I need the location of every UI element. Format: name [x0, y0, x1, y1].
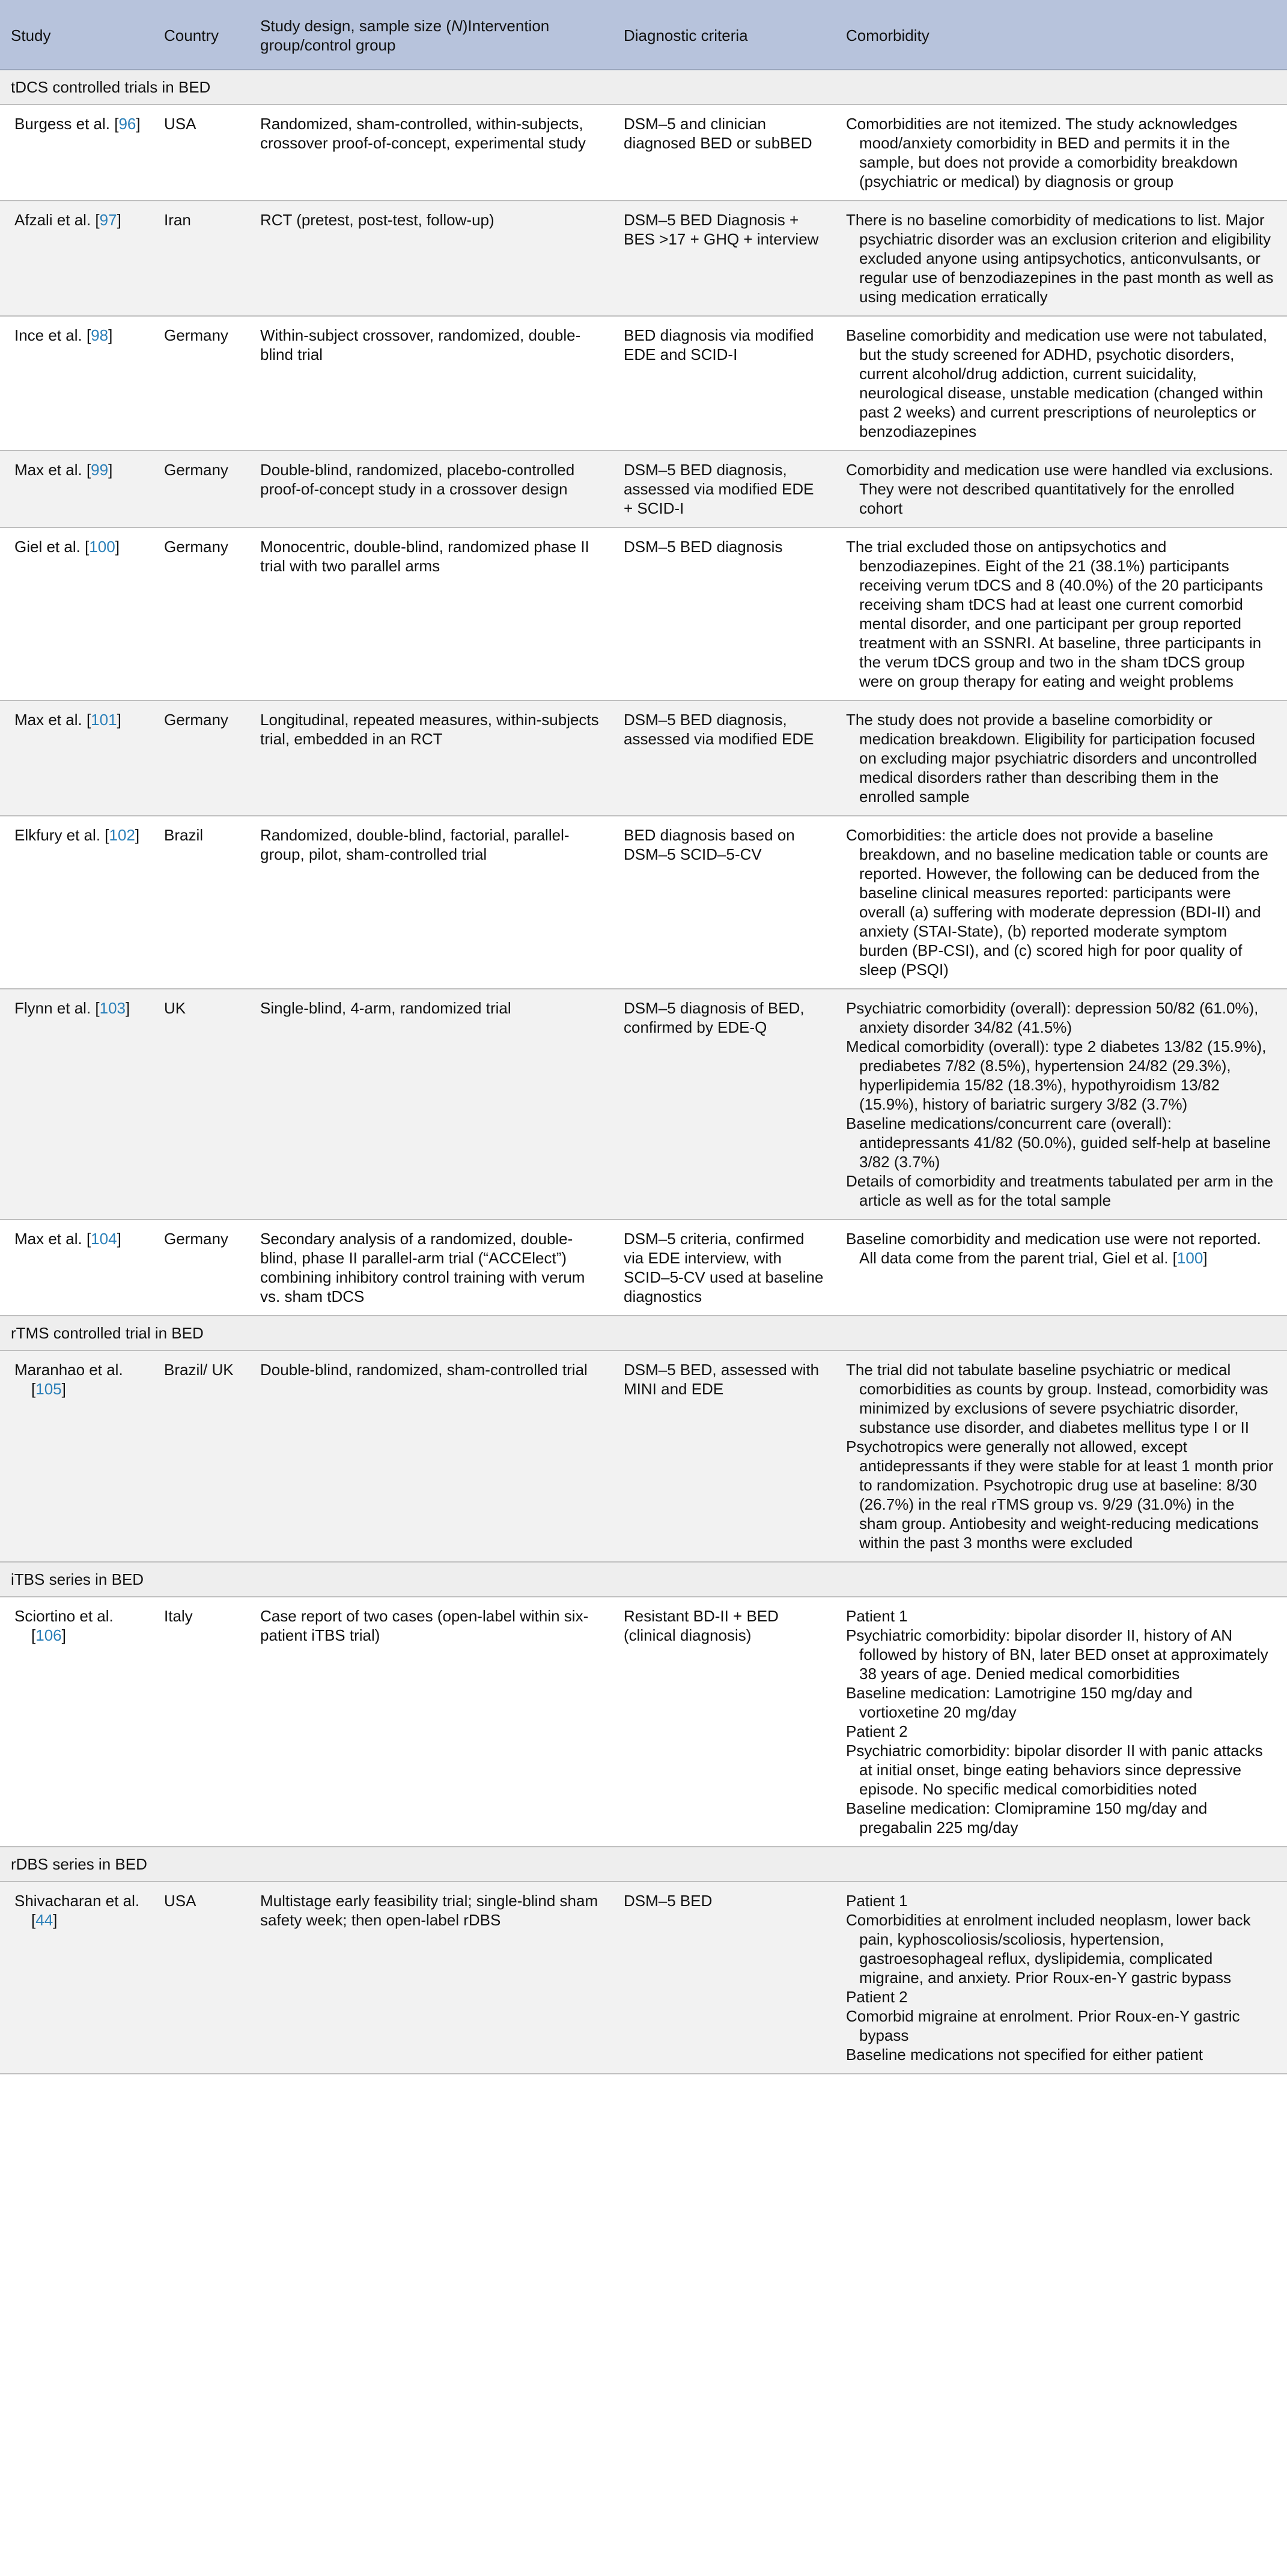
comorbidity-paragraph: Baseline medications/concurrent care (overall): antidepressants 41/82 (50.0%), guided self-help at baseline 3/82 (3.7%): [846, 1114, 1271, 1171]
cell-design: Multistage early feasibility trial; single-blind sham safety week; then open-label rDBS: [249, 1882, 613, 2074]
cell-design: Randomized, double-blind, factorial, parallel-group, pilot, sham-controlled trial: [249, 816, 613, 989]
cell-criteria: BED diagnosis based on DSM–5 SCID–5-CV: [613, 816, 835, 989]
cell-country: Brazil: [153, 816, 249, 989]
study-name: Flynn et al.: [14, 999, 96, 1017]
cell-design: Randomized, sham-controlled, within-subjects, crossover proof-of-concept, experimental study: [249, 105, 613, 201]
cell-criteria: DSM–5 BED diagnosis: [613, 527, 835, 700]
cell-study: Afzali et al. [97]: [0, 201, 153, 316]
cell-design: Within-subject crossover, randomized, double-blind trial: [249, 316, 613, 451]
reference-link[interactable]: 99: [91, 461, 109, 479]
study-name: Max et al.: [14, 1230, 87, 1248]
cell-country: Germany: [153, 527, 249, 700]
reference-link[interactable]: 104: [91, 1230, 117, 1248]
reference-link[interactable]: 97: [99, 211, 117, 229]
section-row: [0, 1847, 1287, 1882]
cell-study: Max et al. [99]: [0, 451, 153, 527]
table-row: [0, 527, 1287, 700]
comorbidity-paragraph: Patient 1: [846, 1892, 908, 1910]
cell-comorbidity: [835, 700, 1287, 816]
table-row: [0, 1882, 1287, 2074]
table-body: [0, 70, 1287, 2074]
cell-comorbidity: [835, 1350, 1287, 1562]
comorbidity-paragraph: The trial excluded those on antipsychotics and benzodiazepines. Eight of the 21 (38.1%) participants receiving verum tDCS and 8 (40.0%) of the 20 participants receiving sham tDCS had at least one current comorbid mental disorder, and one participant per group reported treatment with an SSNRI. At baseline, three participants in the verum tDCS group and two in the sham tDCS group were on group therapy for eating and weight problems: [846, 538, 1264, 690]
cell-country: USA: [153, 1882, 249, 2074]
cell-comorbidity: [835, 1882, 1287, 2074]
table-row: [0, 451, 1287, 527]
header-design: Study design, sample size (N)Intervention group/control group: [249, 0, 613, 70]
reference-link[interactable]: 44: [35, 1911, 53, 1929]
cell-comorbidity: [835, 316, 1287, 451]
comorbidity-paragraph: Patient 2: [846, 1988, 908, 2006]
table-row: [0, 816, 1287, 989]
cell-design: Case report of two cases (open-label within six-patient iTBS trial): [249, 1597, 613, 1847]
cell-study: Giel et al. [100]: [0, 527, 153, 700]
comorbidity-paragraph: Psychiatric comorbidity (overall): depression 50/82 (61.0%), anxiety disorder 34/82 (41.5%): [846, 999, 1259, 1036]
cell-study: Max et al. [101]: [0, 700, 153, 816]
cell-country: Italy: [153, 1597, 249, 1847]
table-row: [0, 316, 1287, 451]
cell-design: RCT (pretest, post-test, follow-up): [249, 201, 613, 316]
reference-link[interactable]: 101: [91, 711, 117, 729]
comorbidity-paragraph: Psychiatric comorbidity: bipolar disorder II with panic attacks at initial onset, binge eating behaviors since depressive episode. No specific medical comorbidities noted: [846, 1742, 1263, 1798]
cell-country: Germany: [153, 451, 249, 527]
comorbidity-paragraph: Details of comorbidity and treatments tabulated per arm in the article as well as for the total sample: [846, 1172, 1274, 1209]
header-study: Study: [0, 0, 153, 70]
cell-criteria: DSM–5 diagnosis of BED, confirmed by EDE-Q: [613, 989, 835, 1220]
cell-study: Flynn et al. [103]: [0, 989, 153, 1220]
cell-study: Ince et al. [98]: [0, 316, 153, 451]
study-name: Shivacharan et al.: [14, 1892, 140, 1910]
comorbidity-paragraph: Comorbidity and medication use were handled via exclusions. They were not described quantitatively for the enrolled cohort: [846, 461, 1274, 517]
section-title: tDCS controlled trials in BED: [0, 70, 1287, 105]
cell-design: Monocentric, double-blind, randomized phase II trial with two parallel arms: [249, 527, 613, 700]
table-row: [0, 201, 1287, 316]
comorbidity-paragraph: There is no baseline comorbidity of medications to list. Major psychiatric disorder was an exclusion criterion and eligibility excluded anyone using antipsychotics, anticonvulsants, or regular use of benzodiazepines in the past month as well as using medication erratically: [846, 211, 1274, 306]
comorbidity-paragraph: Baseline medication: Lamotrigine 150 mg/day and vortioxetine 20 mg/day: [846, 1684, 1193, 1721]
cell-country: Germany: [153, 316, 249, 451]
cell-comorbidity: [835, 201, 1287, 316]
comorbidity-paragraph: Medical comorbidity (overall): type 2 diabetes 13/82 (15.9%), prediabetes 7/82 (8.5%), hypertension 24/82 (29.3%), hyperlipidemia 15/82 (18.3%), hypothyroidism 13/82 (15.9%), history of bariatric surgery 3/82 (3.7%): [846, 1037, 1267, 1113]
reference-link[interactable]: 106: [35, 1626, 62, 1644]
cell-comorbidity: [835, 527, 1287, 700]
cell-study: Sciortino et al. [106]: [0, 1597, 153, 1847]
study-name: Giel et al.: [14, 538, 85, 556]
study-name: Elkfury et al.: [14, 826, 105, 844]
section-title: rDBS series in BED: [0, 1847, 1287, 1882]
cell-criteria: DSM–5 BED Diagnosis + BES >17 + GHQ + interview: [613, 201, 835, 316]
comorbidity-paragraph: Comorbidities are not itemized. The study acknowledges mood/anxiety comorbidity in BED and permits it in the sample, but does not provide a comorbidity breakdown (psychiatric or medical) by diagnosis or group: [846, 115, 1238, 190]
reference-link[interactable]: 105: [35, 1380, 62, 1398]
cell-country: USA: [153, 105, 249, 201]
section-title: rTMS controlled trial in BED: [0, 1316, 1287, 1350]
comorbidity-paragraph: The study does not provide a baseline comorbidity or medication breakdown. Eligibility for participation focused on excluding major psychiatric disorders and uncontrolled medical disorders rather than describing them in the enrolled sample: [846, 711, 1257, 806]
cell-comorbidity: [835, 816, 1287, 989]
header-criteria: Diagnostic criteria: [613, 0, 835, 70]
cell-country: Germany: [153, 700, 249, 816]
table-row: [0, 1350, 1287, 1562]
reference-link[interactable]: 100: [89, 538, 115, 556]
comorbidity-paragraph: Patient 1: [846, 1607, 908, 1625]
table-header: [0, 0, 1287, 70]
cell-criteria: DSM–5 BED diagnosis, assessed via modified EDE: [613, 700, 835, 816]
section-row: [0, 1562, 1287, 1597]
cell-criteria: Resistant BD-II + BED (clinical diagnosis): [613, 1597, 835, 1847]
comorbidity-paragraph: Baseline medications not specified for either patient: [846, 2046, 1203, 2064]
study-name: Ince et al.: [14, 326, 87, 344]
cell-comorbidity: [835, 1220, 1287, 1316]
section-title: iTBS series in BED: [0, 1562, 1287, 1597]
header-comorbidity: Comorbidity: [835, 0, 1287, 70]
comorbidity-paragraph: Baseline comorbidity and medication use were not tabulated, but the study screened for ADHD, psychotic disorders, current alcohol/drug addiction, current suicidality, neurological disease, unstable medication (changed within past 2 weeks) and current prescriptions of neuroleptics or benzodiazepines: [846, 326, 1267, 440]
cell-comorbidity: [835, 1597, 1287, 1847]
cell-criteria: DSM–5 BED, assessed with MINI and EDE: [613, 1350, 835, 1562]
table-row: [0, 989, 1287, 1220]
comorbidity-paragraph: Psychotropics were generally not allowed, except antidepressants if they were stable for at least 1 month prior to randomization. Psychotropic drug use at baseline: 8/30 (26.7%) in the real rTMS group vs. 9/29 (31.0%) in the sham group. Antiobesity and weight-reducing medications within the past 3 months were excluded: [846, 1438, 1274, 1552]
cell-criteria: BED diagnosis via modified EDE and SCID-I: [613, 316, 835, 451]
study-name: Max et al.: [14, 711, 87, 729]
cell-study: Elkfury et al. [102]: [0, 816, 153, 989]
study-name: Burgess et al.: [14, 115, 115, 133]
cell-study: Maranhao et al. [105]: [0, 1350, 153, 1562]
comorbidity-paragraph: Baseline comorbidity and medication use were not reported. All data come from the parent trial, Giel et al. [100]: [846, 1230, 1261, 1267]
cell-comorbidity: [835, 105, 1287, 201]
cell-comorbidity: [835, 989, 1287, 1220]
cell-design: Double-blind, randomized, placebo-controlled proof-of-concept study in a crossover design: [249, 451, 613, 527]
table-row: [0, 1220, 1287, 1316]
cell-criteria: DSM–5 and clinician diagnosed BED or subBED: [613, 105, 835, 201]
study-name: Max et al.: [14, 461, 87, 479]
comorbidity-paragraph: Comorbid migraine at enrolment. Prior Roux-en-Y gastric bypass: [846, 2007, 1240, 2044]
reference-link[interactable]: 103: [99, 999, 126, 1017]
reference-link[interactable]: 98: [91, 326, 109, 344]
cell-country: Brazil/ UK: [153, 1350, 249, 1562]
reference-link[interactable]: 102: [109, 826, 135, 844]
comorbidity-paragraph: Patient 2: [846, 1722, 908, 1740]
comorbidity-paragraph: Psychiatric comorbidity: bipolar disorder II, history of AN followed by history of BN, later BED onset at approximately 38 years of age. Denied medical comorbidities: [846, 1626, 1268, 1683]
study-name: Afzali et al.: [14, 211, 96, 229]
cell-design: Longitudinal, repeated measures, within-subjects trial, embedded in an RCT: [249, 700, 613, 816]
comorbidity-paragraph: Comorbidities at enrolment included neoplasm, lower back pain, kyphoscoliosis/scoliosis, hypertension, gastroesophageal reflux, dyslipidemia, complicated migraine, and anxiety. Prior Roux-en-Y gastric bypass: [846, 1911, 1251, 1987]
cell-study: Shivacharan et al. [44]: [0, 1882, 153, 2074]
cell-criteria: DSM–5 criteria, confirmed via EDE interview, with SCID–5-CV used at baseline diagnostics: [613, 1220, 835, 1316]
cell-design: Double-blind, randomized, sham-controlled trial: [249, 1350, 613, 1562]
cell-comorbidity: [835, 451, 1287, 527]
section-row: [0, 1316, 1287, 1350]
table-row: [0, 1597, 1287, 1847]
comorbidity-paragraph: Baseline medication: Clomipramine 150 mg/day and pregabalin 225 mg/day: [846, 1799, 1208, 1836]
table-row: [0, 700, 1287, 816]
table-row: [0, 105, 1287, 201]
cell-country: Germany: [153, 1220, 249, 1316]
reference-link[interactable]: 100: [1176, 1249, 1203, 1267]
cell-design: Secondary analysis of a randomized, double-blind, phase II parallel-arm trial (“ACCElect”) combining inhibitory control training with verum vs. sham tDCS: [249, 1220, 613, 1316]
comorbidity-paragraph: The trial did not tabulate baseline psychiatric or medical comorbidities as counts by group. Instead, comorbidity was minimized by exclusions of severe psychiatric disorder, substance use disorder, and diabetes mellitus type I or II: [846, 1361, 1268, 1436]
study-name: Sciortino et al.: [14, 1607, 114, 1625]
study-name: Maranhao et al.: [14, 1361, 123, 1379]
cell-country: Iran: [153, 201, 249, 316]
cell-criteria: DSM–5 BED: [613, 1882, 835, 2074]
header-country: Country: [153, 0, 249, 70]
cell-study: Max et al. [104]: [0, 1220, 153, 1316]
cell-design: Single-blind, 4-arm, randomized trial: [249, 989, 613, 1220]
cell-study: Burgess et al. [96]: [0, 105, 153, 201]
comorbidity-paragraph: Comorbidities: the article does not provide a baseline breakdown, and no baseline medication table or counts are reported. However, the following can be deduced from the baseline clinical measures reported: participants were overall (a) suffering with moderate depression (BDI-II) and anxiety (STAI-State), (b) reported moderate symptom burden (BP-CSI), and (c) scored high for poor quality of sleep (PSQI): [846, 826, 1268, 979]
cell-criteria: DSM–5 BED diagnosis, assessed via modified EDE + SCID-I: [613, 451, 835, 527]
cell-country: UK: [153, 989, 249, 1220]
reference-link[interactable]: 96: [118, 115, 136, 133]
section-row: [0, 70, 1287, 105]
